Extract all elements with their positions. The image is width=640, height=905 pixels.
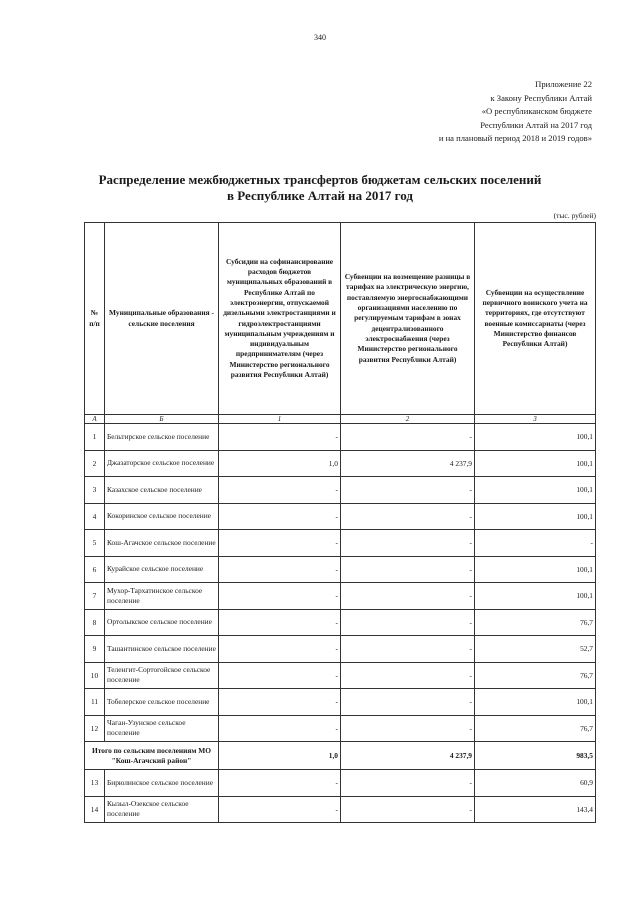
row-number: 4 — [85, 503, 105, 530]
value-cell: 52,7 — [475, 636, 596, 663]
municipality-name: Курайское сельское поселение — [105, 556, 219, 583]
value-cell: - — [219, 796, 341, 823]
transfers-table — [84, 222, 596, 823]
municipality-name: Казахское сельское поселение — [105, 477, 219, 504]
municipality-name: Тобелерское сельское поселение — [105, 689, 219, 716]
row-number: 14 — [85, 796, 105, 823]
municipality-name: Кызыл-Озекское сельское поселение — [105, 796, 219, 823]
value-cell: - — [341, 424, 475, 451]
appendix-line: Приложение 22 — [535, 79, 592, 89]
index-cell: 3 — [475, 415, 596, 424]
value-cell: 100,1 — [475, 477, 596, 504]
municipality-name: Кош-Агачское сельское поселение — [105, 530, 219, 557]
appendix-line: Республики Алтай на 2017 год — [480, 119, 592, 130]
page-number: 340 — [314, 33, 326, 42]
municipality-name: Чаган-Узунское сельское поселение — [105, 715, 219, 742]
index-cell: Б — [105, 415, 219, 424]
value-cell: 76,7 — [475, 715, 596, 742]
table-row — [85, 796, 596, 823]
value-cell: - — [219, 689, 341, 716]
row-number: 10 — [85, 662, 105, 689]
value-cell: - — [341, 530, 475, 557]
table-row — [85, 503, 596, 530]
index-cell: А — [85, 415, 105, 424]
value-cell: 76,7 — [475, 662, 596, 689]
value-cell: 100,1 — [475, 689, 596, 716]
municipality-name: Ортолыкское сельское поселение — [105, 609, 219, 636]
row-number: 7 — [85, 583, 105, 610]
row-number: 3 — [85, 477, 105, 504]
value-cell: - — [219, 583, 341, 610]
value-cell: 100,1 — [475, 583, 596, 610]
header-municipality: Муниципальные образования - сельские поселения — [105, 223, 219, 415]
value-cell: - — [341, 689, 475, 716]
units-label: (тыс. рублей) — [553, 211, 596, 220]
municipality-name: Теленгит-Сортогойское сельское поселение — [105, 662, 219, 689]
value-cell: 4 237,9 — [341, 450, 475, 477]
value-cell: 4 237,9 — [341, 742, 475, 770]
column-index-row — [85, 415, 596, 424]
table-row — [85, 609, 596, 636]
title-line-1: Распределение межбюджетных трансфертов бюджетам сельских поселений — [98, 172, 542, 187]
value-cell: 76,7 — [475, 609, 596, 636]
value-cell: - — [341, 609, 475, 636]
value-cell: 1,0 — [219, 450, 341, 477]
table-row — [85, 530, 596, 557]
appendix-heading — [439, 78, 592, 146]
value-cell: - — [341, 636, 475, 663]
municipality-name: Бельтирское сельское поселение — [105, 424, 219, 451]
table-row — [85, 662, 596, 689]
value-cell: - — [219, 662, 341, 689]
table-header-row — [85, 223, 596, 415]
table-row — [85, 636, 596, 663]
value-cell: - — [341, 662, 475, 689]
value-cell: - — [219, 636, 341, 663]
row-number: 11 — [85, 689, 105, 716]
municipality-name: Ташантинское сельское поселение — [105, 636, 219, 663]
value-cell: 100,1 — [475, 450, 596, 477]
value-cell: - — [475, 530, 596, 557]
value-cell: - — [341, 583, 475, 610]
value-cell: 983,5 — [475, 742, 596, 770]
title-line-2: в Республике Алтай на 2017 год — [227, 187, 413, 203]
value-cell: - — [219, 556, 341, 583]
row-number: 13 — [85, 770, 105, 797]
value-cell: 100,1 — [475, 556, 596, 583]
row-number: 2 — [85, 450, 105, 477]
appendix-line: к Закону Республики Алтай — [490, 92, 592, 103]
value-cell: - — [341, 503, 475, 530]
table-row — [85, 450, 596, 477]
table-row — [85, 689, 596, 716]
header-num: № п/п — [85, 223, 105, 415]
appendix-line: и на плановый период 2018 и 2019 годов» — [438, 133, 592, 143]
municipality-name: Джазаторское сельское поселение — [105, 450, 219, 477]
value-cell: - — [219, 477, 341, 504]
value-cell: 100,1 — [475, 424, 596, 451]
table-row — [85, 770, 596, 797]
row-number: 5 — [85, 530, 105, 557]
value-cell: - — [341, 770, 475, 797]
value-cell: 60,9 — [475, 770, 596, 797]
value-cell: - — [341, 715, 475, 742]
index-cell: 1 — [219, 415, 341, 424]
value-cell: - — [341, 556, 475, 583]
total-row — [85, 742, 596, 770]
row-number: 6 — [85, 556, 105, 583]
value-cell: - — [219, 609, 341, 636]
total-label: Итого по сельским поселениям МО "Кош-Агачский район" — [85, 742, 219, 770]
value-cell: - — [219, 503, 341, 530]
value-cell: - — [219, 770, 341, 797]
header-subvention-tariff: Субвенции на возмещение разницы в тарифах на электрическую энергию, поставляемую энергоснабжающими организациями населению по регулируемым тарифам в зонах децентрализованного электроснабжения (через Министерство регионального развития Республики Алтай) — [341, 223, 475, 415]
table-row — [85, 715, 596, 742]
value-cell: - — [341, 477, 475, 504]
row-number: 9 — [85, 636, 105, 663]
document-title — [0, 172, 640, 203]
table-row — [85, 583, 596, 610]
value-cell: 1,0 — [219, 742, 341, 770]
value-cell: - — [219, 715, 341, 742]
appendix-line: «О республиканском бюджете — [481, 106, 592, 116]
municipality-name: Мухор-Тархатинское сельское поселение — [105, 583, 219, 610]
municipality-name: Кокоринское сельское поселение — [105, 503, 219, 530]
index-cell: 2 — [341, 415, 475, 424]
header-subvention-military: Субвенции на осуществление первичного воинского учета на территориях, где отсутствуют военные комиссариаты (через Министерство финансов Республики Алтай) — [475, 223, 596, 415]
value-cell: 100,1 — [475, 503, 596, 530]
value-cell: 143,4 — [475, 796, 596, 823]
value-cell: - — [341, 796, 475, 823]
table-row — [85, 556, 596, 583]
municipality-name: Бирюлинское сельское поселение — [105, 770, 219, 797]
value-cell: - — [219, 530, 341, 557]
row-number: 12 — [85, 715, 105, 742]
row-number: 8 — [85, 609, 105, 636]
row-number: 1 — [85, 424, 105, 451]
value-cell: - — [219, 424, 341, 451]
table-row — [85, 424, 596, 451]
table-row — [85, 477, 596, 504]
header-subsidy-electricity: Субсидии на софинансирование расходов бюджетов муниципальных образований в Республике Алтай по электроэнергии, отпускаемой дизельными электростанциями и гидроэлектростанциями муниципальным учреждениям и индивидуальным предпринимателям (через Министерство регионального развития Республики Алтай) — [219, 223, 341, 415]
